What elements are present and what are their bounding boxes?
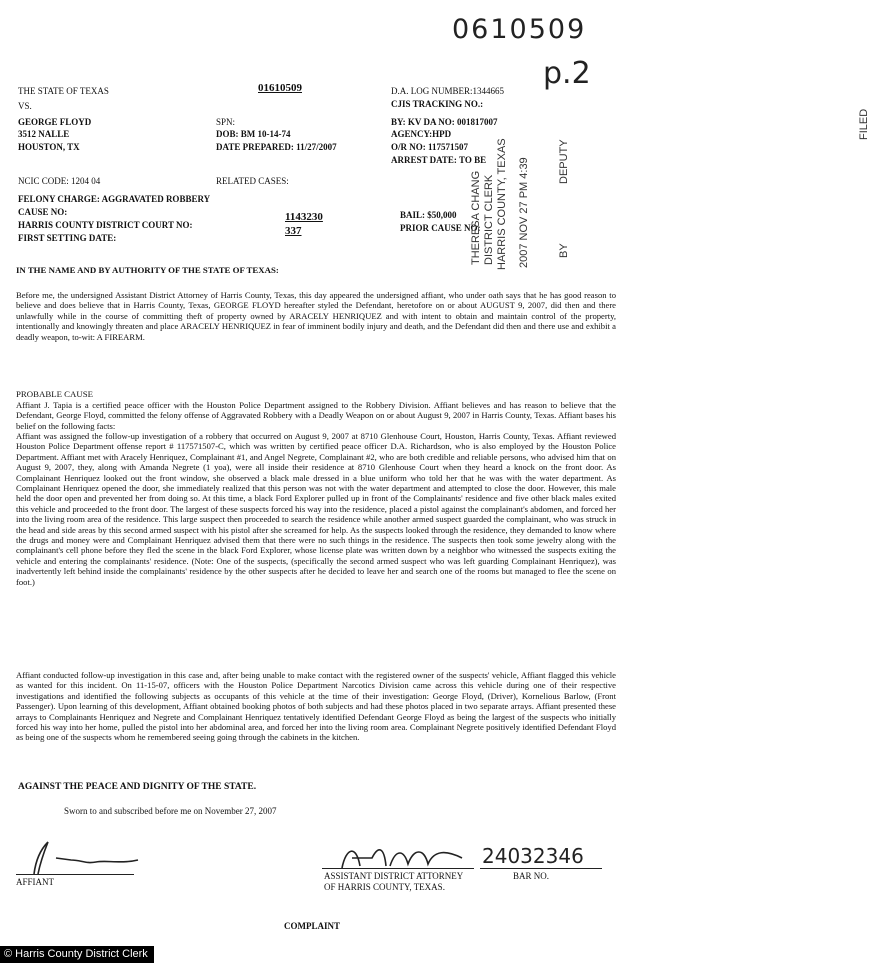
sworn-statement: Sworn to and subscribed before me on November 27, 2007 (64, 806, 277, 816)
dob: DOB: BM 10-14-74 (216, 129, 291, 139)
ada-signature-line (322, 868, 474, 869)
stamp-by: BY (558, 243, 570, 258)
da-log-number: D.A. LOG NUMBER:1344665 (391, 86, 505, 96)
cjis-tracking: CJIS TRACKING NO.: (391, 99, 484, 109)
arrest-date: ARREST DATE: TO BE (391, 155, 487, 165)
complaint-footer: COMPLAINT (284, 921, 340, 931)
defendant-address-2: HOUSTON, TX (18, 142, 80, 152)
cause-number-value: 1143230 (285, 211, 323, 223)
court-no-label: HARRIS COUNTY DISTRICT COURT NO: (18, 220, 193, 230)
agency: AGENCY:HPD (391, 129, 452, 139)
ada-county-label: OF HARRIS COUNTY, TEXAS. (324, 882, 445, 892)
stamp-filed: FILED (858, 108, 870, 140)
defendant-address-1: 3512 NALLE (18, 129, 70, 139)
first-setting-label: FIRST SETTING DATE: (18, 233, 117, 243)
probable-cause-heading: PROBABLE CAUSE (16, 389, 93, 399)
stamp-county: HARRIS COUNTY, TEXAS (496, 138, 508, 270)
investigation-paragraph: Affiant was assigned the follow-up investigation of a robbery that occurred on August 9, 2007 at 8710 Glenhouse Court, Houston, Harris County, Texas. Affiant reviewed Houston Police Department offense report # 117571507-C, which was written by certified peace officer D.A. Richardson, who is also employed by the Houston Police Department. Affiant met with Aracely Henriquez, Complainant #1, and Angel Negrete, Complainant #2, who are both credible and reliable persons, who advised him that on August 9, 2007, they, along with Amanda Negrete (1 yoa), were all inside their residence at 8710 Glenhouse Court when they heard a knock on the front door. As Complainant Henriquez looked out the front window, she observed a black male dressed in a blue uniform who told her that he was with the water department. As Complainant Henriquez opened the door, she immediately realized that this person was not with the water department and attempted to close the door. However, this male held the door open and prevented her from doing so. At this time, a black Ford Explorer pulled up in front of the Complainants' residence and five other black males exited this vehicle and proceeded to the front door. The largest of these suspects forced his way into the residence, placed a pistol against the complainant's abdomen, and forced her into the living room area of the residence. This large suspect then proceeded to search the residence while another armed suspect guarded the complainant, who was struck in the head and side areas by this second armed suspect with his pistol after she screamed for help. As the suspects looked through the residence, they demanded to know where the drugs and money were and Complainant Henriquez advised them that there were no such things in the residence. The suspects then took some jewelry along with the complainant's cell phone before they fled the scene in the black Ford Explorer, whose license plate was written down by a neighbor who witnessed the suspects exiting the vehicle and entering the complainants' residence. (Note: One of the suspects, (specifically the second armed suspect who was left guarding Complainant Henriquez), was inadvertently left behind inside the complainants' residence by the other suspects after he decided to leave her and search one of the rooms but managed to flee the scene on foot.) (16, 431, 616, 587)
by-da-no: BY: KV DA NO: 001817007 (391, 117, 498, 127)
cause-no-label: CAUSE NO: (18, 207, 68, 217)
ncic-code: NCIC CODE: 1204 04 (18, 176, 101, 186)
case-number: 01610509 (258, 82, 302, 94)
handwritten-page-mark: p.2 (543, 56, 591, 91)
authority-heading: IN THE NAME AND BY AUTHORITY OF THE STATE OF TEXAS: (16, 265, 279, 275)
affiant-signature-line (16, 874, 134, 875)
ada-label: ASSISTANT DISTRICT ATTORNEY (324, 871, 464, 881)
vs-label: VS. (18, 101, 32, 111)
affiant-label: AFFIANT (16, 877, 55, 887)
defendant-name: GEORGE FLOYD (18, 117, 92, 127)
probable-cause-intro: Affiant J. Tapia is a certified peace officer with the Houston Police Department assigned to the Robbery Division. Affiant believes and has reason to believe that the Defendant, George Floyd, committed the felony offense of Aggravated Robbery with a Deadly Weapon on or about August 9, 2007 in Harris County, Texas. Affiant bases his belief on the following facts: (16, 400, 616, 431)
stamp-date: 2007 NOV 27 PM 4:39 (518, 157, 530, 268)
handwritten-case-number: 0610509 (452, 14, 587, 45)
follow-up-paragraph: Affiant conducted follow-up investigation in this case and, after being unable to make contact with the registered owner of the suspects' vehicle, Affiant flagged this vehicle as wanted for this incident. On 11-15-07, officers with the Houston Police Department Narcotics Division came across this vehicle during one of their respective investigations and identified the following subjects as occupants of this vehicle at the time of their investigation: George Floyd, (Driver), Kornelious Barlow, (Front Passenger). Upon learning of this development, Affiant obtained booking photos of both subjects and had these photos placed in two separate arrays. Affiant presented these arrays to Complainants Henriquez and Negrete and Complainant Henriquez tentatively identified Defendant George Floyd as being the largest of the suspects who initially forced his way into her home, pulled the pistol into her abdominal area, and forced her into the living room area. Complainant Negrete positively identified Defendant Floyd as being one of the suspects whom he remembered seeing going through the cabinets in the kitchen. (16, 670, 616, 743)
related-cases: RELATED CASES: (216, 176, 289, 186)
spn-label: SPN: (216, 117, 236, 127)
charge-paragraph: Before me, the undersigned Assistant District Attorney of Harris County, Texas, this day appeared the undersigned affiant, who under oath says that he has good reason to believe and does believe that in Harris County, Texas, GEORGE FLOYD hereafter styled the Defendant, heretofore on or about AUGUST 9, 2007, did then and there unlawfully while in the course of committing theft of property owned by ARACELY HENRIQUEZ and with intent to obtain and maintain control of the property, intentionally and knowingly threaten and place ARACELY HENRIQUEZ in fear of imminent bodily injury and death, and the Defendant did then and there use and exhibit a deadly weapon, to-wit: A FIREARM. (16, 290, 616, 342)
source-watermark: © Harris County District Clerk (0, 946, 154, 963)
date-prepared: DATE PREPARED: 11/27/2007 (216, 142, 337, 152)
bail-amount: BAIL: $50,000 (400, 210, 457, 220)
stamp-clerk-title: DISTRICT CLERK (483, 174, 495, 265)
court-number-value: 337 (285, 225, 302, 237)
stamp-deputy: DEPUTY (558, 139, 570, 184)
bar-number-handwritten: 24032346 (482, 844, 584, 868)
affiant-signature (26, 838, 146, 878)
state-label: THE STATE OF TEXAS (18, 86, 109, 96)
stamp-clerk-name: THERESA CHANG (470, 170, 482, 265)
bar-number-line (480, 868, 602, 869)
peace-and-dignity: AGAINST THE PEACE AND DIGNITY OF THE STATE. (18, 782, 257, 792)
or-number: O/R NO: 117571507 (391, 142, 469, 152)
bar-number-label: BAR NO. (513, 871, 550, 881)
felony-charge: FELONY CHARGE: AGGRAVATED ROBBERY (18, 194, 211, 204)
prior-cause-no: PRIOR CAUSE NO: (400, 223, 481, 233)
